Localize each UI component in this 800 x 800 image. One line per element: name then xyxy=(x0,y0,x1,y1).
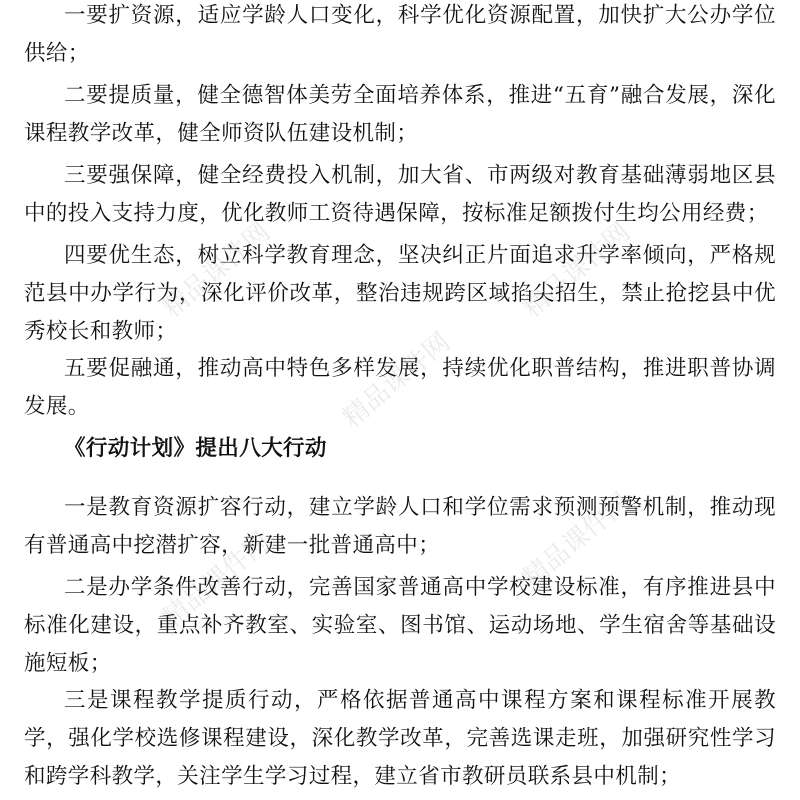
watermark: 精品课件网 xyxy=(517,217,637,324)
paragraph-4: 四要优生态，树立科学教育理念，坚决纠正片面追求升学率倾向，严格规范县中办学行为，深化评价改革，整治违规跨区域掐尖招生，禁止抢挖县中优秀校长和教师； xyxy=(24,243,776,344)
paragraph-6: 一是教育资源扩容行动，建立学龄人口和学位需求预测预警机制，推动现有普通高中挖潜扩容，新建一批普通高中； xyxy=(24,495,776,558)
paragraph-5: 五要促融通，推动高中特色多样发展，持续优化职普结构，推进职普协调发展。 xyxy=(24,356,776,419)
paragraph-3: 三要强保障，健全经费投入机制，加大省、市两级对教育基础薄弱地区县中的投入支持力度，优化教师工资待遇保障，按标准足额拨付生均公用经费； xyxy=(24,163,776,226)
paragraph-8: 三是课程教学提质行动，严格依据普通高中课程方案和课程标准开展教学，强化学校选修课程建设，深化教学改革，完善选课走班，加强研究性学习和跨学科教学，关注学生学习过程，建立省市教研员联系县中机制； xyxy=(24,688,776,789)
paragraph-7: 二是办学条件改善行动，完善国家普通高中学校建设标准，有序推进县中标准化建设，重点补齐教室、实验室、图书馆、运动场地、学生宿舍等基础设施短板； xyxy=(24,575,776,676)
watermark: 精品课件网 xyxy=(157,217,277,324)
watermark: 精品课件网 xyxy=(157,527,277,634)
paragraph-2: 二要提质量，健全德智体美劳全面培养体系，推进“五育”融合发展，深化课程教学改革，健全师资队伍建设机制； xyxy=(24,83,776,146)
watermark: 精品课件网 xyxy=(337,327,457,434)
section-heading: 《行动计划》提出八大行动 xyxy=(64,436,327,461)
paragraph-1: 一要扩资源，适应学龄人口变化，科学优化资源配置，加快扩大公办学位供给； xyxy=(24,3,776,66)
watermark: 精品课件网 xyxy=(517,487,637,594)
